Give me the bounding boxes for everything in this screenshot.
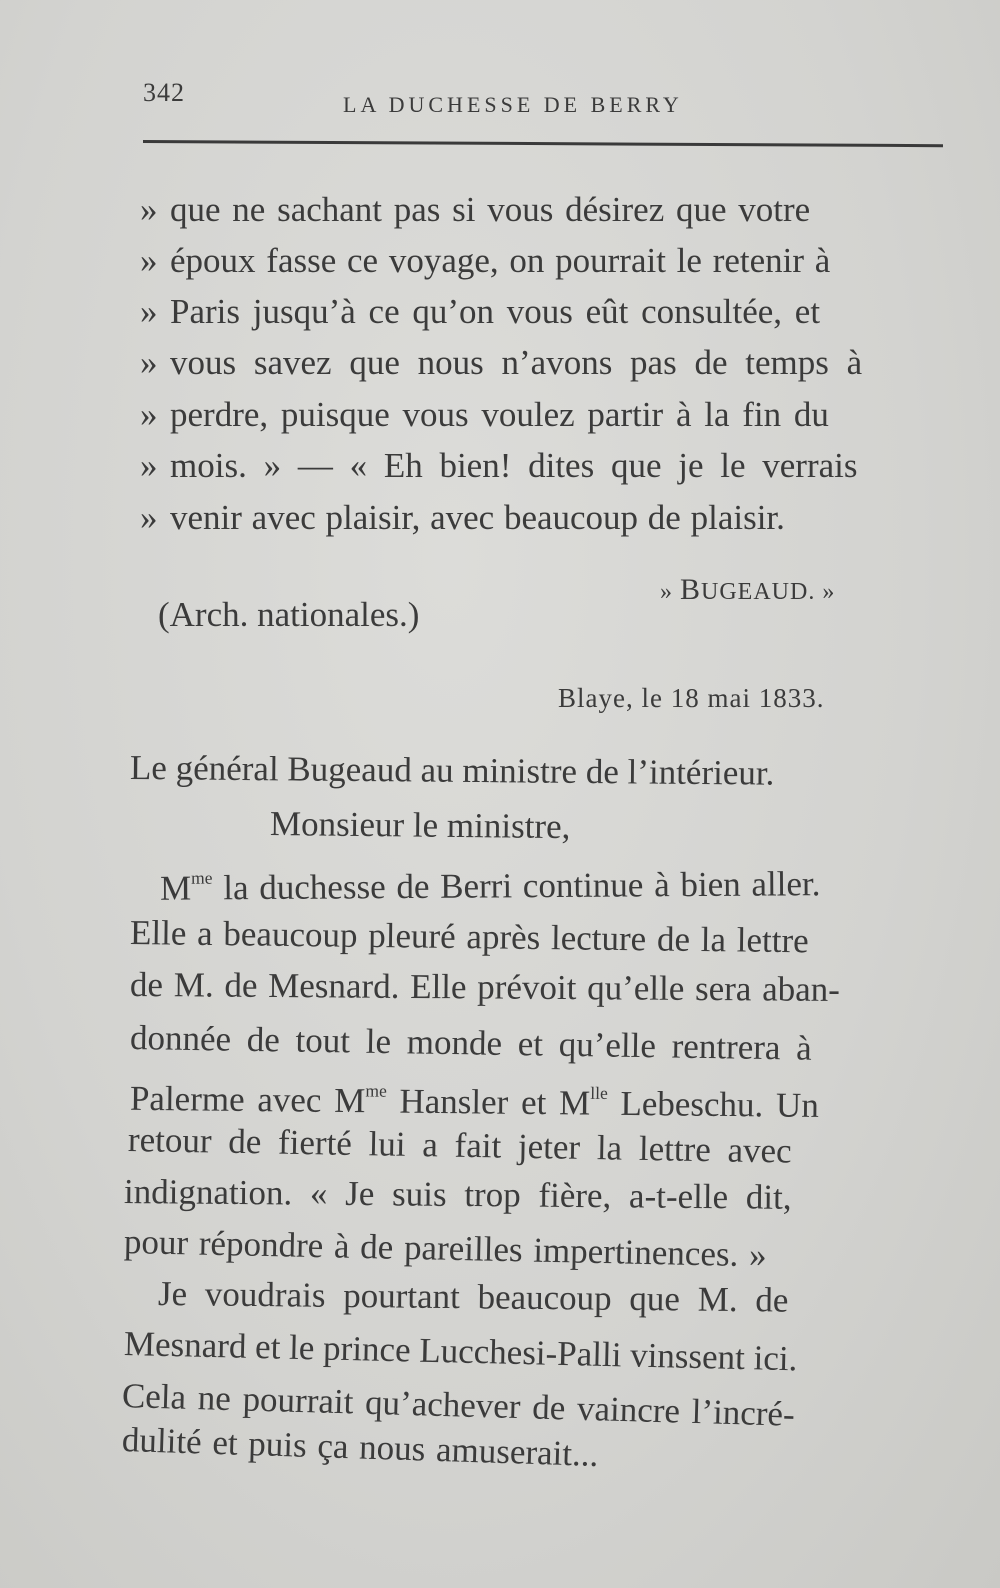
quote-marker: » <box>140 292 158 331</box>
quote-line: » venir avec plaisir, avec beaucoup de plaisir. <box>140 498 785 537</box>
quote-line: » Paris jusqu’à ce qu’on vous eût consultée, et <box>140 292 821 331</box>
letter-line: Cela ne pourrait qu’achever de vaincre l’incré- <box>121 1376 796 1434</box>
quote-line: » époux fasse ce voyage, on pourrait le retenir à <box>140 241 831 280</box>
quote-line: » vous savez que nous n’avons pas de temps à <box>140 343 863 382</box>
quote-marker: » <box>140 190 158 229</box>
letter-line: donnée de tout le monde et qu’elle rentrera à <box>129 1018 813 1068</box>
letter-line: indignation. « Je suis trop fière, a-t-elle dit, <box>123 1172 792 1217</box>
letter-heading: Le général Bugeaud au ministre de l’intérieur. <box>129 748 775 793</box>
quote-line: » que ne sachant pas si vous désirez que votre <box>140 190 811 229</box>
quote-marker: » <box>140 395 158 434</box>
running-title: LA DUCHESSE DE BERRY <box>343 92 683 117</box>
letter-salutation: Monsieur le ministre, <box>269 804 571 847</box>
letter-line: dulité et puis ça nous amuserait... <box>121 1420 599 1474</box>
page-header <box>143 78 943 118</box>
letter-line: pour répondre à de pareilles impertinences. » <box>123 1222 767 1275</box>
header-rule <box>143 140 943 147</box>
letter-line: Elle a beaucoup pleuré après lecture de la lettre <box>129 913 809 961</box>
letter-line: Palerme avec $M^{me}$ Hansler et $M^{lle}$ Lebeschu. Un <box>129 1078 820 1125</box>
letter-line: $M^{me}$ la duchesse de Berri continue à bien aller. <box>159 864 821 908</box>
quote-marker: » <box>140 498 158 537</box>
dateline: Blaye, le 18 mai 1833. <box>558 683 825 713</box>
quote-marker: » <box>140 241 158 280</box>
letter-line: de M. de Mesnard. Elle prévoit qu’elle sera aban- <box>129 965 841 1009</box>
letter-line: Mesnard et le prince Lucchesi-Palli vinssent ici. <box>123 1324 798 1379</box>
quote-marker: » <box>140 446 158 485</box>
quote-marker: » <box>140 343 158 382</box>
signature: » BUGEAUD. » <box>660 573 836 606</box>
quote-line: » perdre, puisque vous voulez partir à la fin du <box>140 395 829 434</box>
source-citation: (Arch. nationales.) <box>158 595 420 634</box>
letter-line: retour de fierté lui a fait jeter la lettre avec <box>127 1120 792 1171</box>
page-number: 342 <box>143 78 185 107</box>
letter-line: Je voudrais pourtant beaucoup que M. de <box>157 1274 789 1320</box>
quote-line: » mois. » — « Eh bien! dites que je le verrais <box>140 446 858 485</box>
